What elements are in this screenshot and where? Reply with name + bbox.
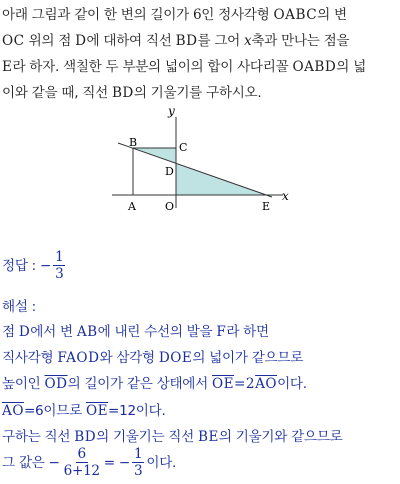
explanation-line-3: 높이인 $\overline{OD}$의 길이가 같은 상태에서 $\overline{OE}=2\overline{AO}$이다. [2,376,307,392]
label-x: x [282,189,289,203]
label-a: A [128,200,136,213]
fraction-6-over-18: $\frac{6}{6+12}$ [63,446,100,480]
explanation-line-1: 점 D에서 변 AB에 내린 수선의 발을 F라 하면 [2,324,269,340]
fraction-1-over-3: $\frac{1}{3}$ [134,446,143,480]
answer-fraction: $\frac{1}{3}$ [55,249,64,283]
explanation-line-2: 직사각형 FAOD와 삼각형 DOE의 넓이가 같으므로 [2,350,304,366]
answer-line: 정답 : − $\frac{1}{3}$ [2,249,64,283]
label-c: C [179,141,188,154]
explanation-label: 해설 : [2,299,36,315]
label-b: B [129,136,138,149]
label-y: y [168,104,175,118]
label-e: E [262,200,271,213]
explanation-line-5: 구하는 직선 BD의 기울기는 직선 BE의 기울기와 같으므로 [2,429,343,445]
explanation-line-6: 그 값은 − $\frac{6}{6+12}$ = − $\frac{1}{3}$ 이다. [2,446,177,480]
problem-line-4: 이와 같을 때, 직선 BD의 기울기를 구하시오. [2,85,262,101]
problem-line-2: OC 위의 점 D에 대하여 직선 BD를 그어 x축과 만나는 점을 [2,33,350,49]
label-d: D [165,165,174,178]
explanation-line-4: $\overline{AO}=6$이므로 $\overline{OE}=12$이다. [2,403,166,419]
geometry-figure [0,0,400,230]
problem-line-1: 아래 그림과 같이 한 변의 길이가 6인 정사각형 OABC의 변 [2,7,347,23]
label-o: O [165,200,175,213]
problem-line-3: E라 하자. 색칠한 두 부분의 넓이의 합이 사다리꼴 OABD의 넓 [2,59,366,75]
